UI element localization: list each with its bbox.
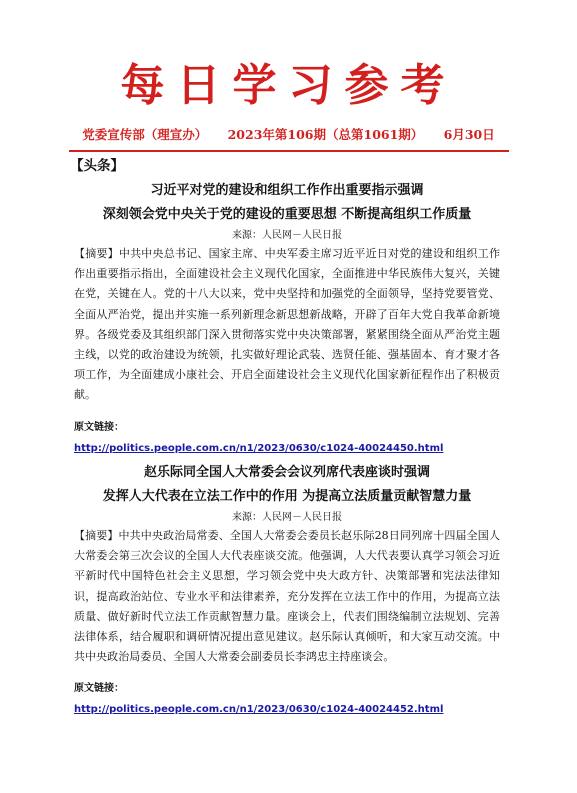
article-abstract: 【摘要】中共中央政治局常委、全国人大常委会委员长赵乐际28日同列席十四届全国人大常委会第三次会议的全国人大代表座谈交流。他强调，人大代表要认真学习领会习近平新时代中国特色社会主义思想，学习领会党中央大政方针、决策部署和宪法法律知识，提高政治站位、专业水平和法律素养，充分发挥在立法工作中的作用，为提高立法质量、做好新时代立法工作贡献智慧力量。座谈会上，代表们围绕编制立法规划、完善法律体系，结合履职和调研情况提出意见建议。赵乐际认真倾听，和大家互动交流。中共中央政治局委员、全国人大常委会副委员长李鸿忠主持座谈会。 xyxy=(74,529,500,664)
issue-number: 2023年第106期（总第1061期） xyxy=(227,127,424,142)
section-tag: 【头条】 xyxy=(70,158,124,174)
issue-date: 6月30日 xyxy=(443,127,495,142)
article-headline-secondary: 深刻领会党中央关于党的建设的重要思想 不断提高组织工作质量 xyxy=(102,207,472,222)
article-source: 来源：人民网－人民日报 xyxy=(232,512,342,523)
article-headline-secondary: 发挥人大代表在立法工作中的作用 为提高立法质量贡献智慧力量 xyxy=(102,489,472,504)
link-label: 原文链接： xyxy=(74,421,124,433)
issue-info xyxy=(0,126,577,144)
article-headline-primary: 赵乐际同全国人大常委会会议列席代表座谈时强调 xyxy=(143,465,430,480)
article-source: 来源：人民网－人民日报 xyxy=(232,230,342,241)
article-abstract: 【摘要】中共中央总书记、国家主席、中央军委主席习近平近日对党的建设和组织工作作出重要指示指出，全面建设社会主义现代化国家，全面推进中华民族伟大复兴，关键在党，关键在人。党的十八大以来，党中央坚持和加强党的全面领导，坚持党要管党、全面从严治党，提出并实施一系列新理念新思想新战略，开辟了百年大党自我革命新境界。各级党委及其组织部门深入贯彻落实党中央决策部署，紧紧围绕全面从严治党主题主线，以党的政治建设为统领，扎实做好理论武装、选贤任能、强基固本、育才聚才各项工作，为全面建成小康社会、开启全面建设社会主义现代化国家新征程作出了积极贡献。 xyxy=(74,247,500,402)
masthead-title: 每日学习参考 xyxy=(120,60,457,111)
article-link[interactable]: http://politics.people.com.cn/n1/2023/0630/c1024-40024450.html xyxy=(74,442,444,454)
article-link[interactable]: http://politics.people.com.cn/n1/2023/0630/c1024-40024452.html xyxy=(74,704,444,716)
header-divider xyxy=(69,150,509,152)
article-1 xyxy=(74,179,500,458)
issue-department: 党委宣传部（理宣办） xyxy=(82,127,208,142)
article-headline-primary: 习近平对党的建设和组织工作作出重要指示强调 xyxy=(150,183,424,198)
article-2 xyxy=(74,461,500,719)
link-label: 原文链接： xyxy=(74,683,124,695)
